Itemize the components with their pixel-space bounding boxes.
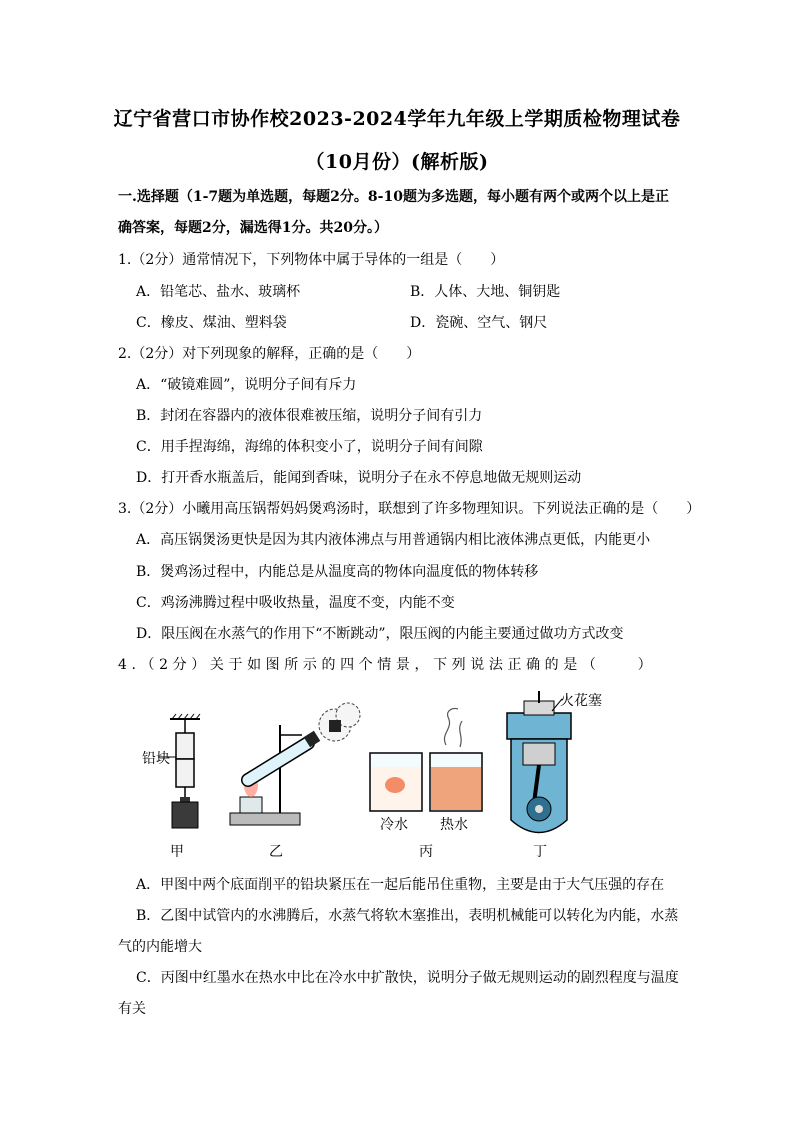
question-3-option-d: D．限压阀在水蒸气的作用下“不断跳动”，限压阀的内能主要通过做功方式改变 bbox=[136, 626, 624, 642]
label-cold-water: 冷水 bbox=[380, 817, 408, 833]
label-spark-plug: 火花塞 bbox=[560, 693, 602, 709]
question-4-figure bbox=[130, 685, 690, 860]
question-4-option-b: B．乙图中试管内的水沸腾后，水蒸气将软木塞推出，表明机械能可以转化为内能，水蒸 bbox=[136, 908, 679, 924]
label-figure-ding: 丁 bbox=[533, 844, 547, 860]
label-lead-block: 铅块 bbox=[142, 751, 170, 767]
question-1-option-d: D．瓷碗、空气、钢尺 bbox=[410, 315, 548, 331]
question-1-option-a: A．铅笔芯、盐水、玻璃杯 bbox=[136, 284, 301, 300]
question-3-stem: 3.（2分）小曦用高压锅帮妈妈煲鸡汤时，联想到了许多物理知识。下列说法正确的是（ ） bbox=[118, 501, 701, 517]
question-2-option-b: B．封闭在容器内的液体很难被压缩，说明分子间有引力 bbox=[136, 408, 483, 424]
question-2-option-a: A．“破镜难圆”，说明分子间有斥力 bbox=[136, 377, 357, 393]
question-4-stem: 4.（2分）关于如图所示的四个情景，下列说法正确的是（ ） bbox=[118, 657, 657, 673]
question-4-option-c-cont: 有关 bbox=[118, 1001, 146, 1017]
question-2-stem: 2.（2分）对下列现象的解释，正确的是（ ） bbox=[118, 346, 421, 362]
beakers-diagram bbox=[370, 708, 482, 811]
question-4-option-a: A．甲图中两个底面削平的铅块紧压在一起后能吊住重物，主要是由于大气压强的存在 bbox=[136, 877, 665, 893]
test-tube-diagram bbox=[230, 703, 360, 825]
question-3-option-a: A．高压锅煲汤更快是因为其内液体沸点与用普通锅内相比液体沸点更低，内能更小 bbox=[136, 532, 651, 548]
question-4-option-b-cont: 气的内能增大 bbox=[118, 939, 202, 955]
engine-diagram bbox=[507, 691, 571, 833]
question-1-option-c: C．橡皮、煤油、塑料袋 bbox=[136, 315, 287, 331]
question-2-option-c: C．用手捏海绵，海绵的体积变小了，说明分子间有间隙 bbox=[136, 439, 483, 455]
document-subtitle: （10月份）(解析版) bbox=[305, 151, 489, 173]
label-figure-bing: 丙 bbox=[419, 844, 433, 860]
lead-blocks-diagram bbox=[158, 714, 200, 828]
document-title: 辽宁省营口市协作校2023-2024学年九年级上学期质检物理试卷 bbox=[113, 108, 681, 130]
section-heading: 一.选择题（1-7题为单选题，每题2分。8-10题为多选题，每小题有两个或两个以上是正 bbox=[118, 189, 669, 205]
question-4-option-c: C．丙图中红墨水在热水中比在冷水中扩散快，说明分子做无规则运动的剧烈程度与温度 bbox=[136, 970, 679, 986]
label-figure-yi: 乙 bbox=[269, 844, 283, 860]
question-1-option-b: B．人体、大地、铜钥匙 bbox=[410, 284, 561, 300]
section-heading-cont: 确答案，每题2分，漏选得1分。共20分。） bbox=[118, 220, 388, 236]
question-3-option-c: C．鸡汤沸腾过程中吸收热量，温度不变，内能不变 bbox=[136, 595, 455, 611]
question-3-option-b: B．煲鸡汤过程中，内能总是从温度高的物体向温度低的物体转移 bbox=[136, 564, 539, 580]
label-hot-water: 热水 bbox=[440, 817, 468, 833]
label-figure-jia: 甲 bbox=[170, 844, 184, 860]
question-2-option-d: D．打开香水瓶盖后，能闻到香味，说明分子在永不停息地做无规则运动 bbox=[136, 470, 582, 486]
question-1-stem: 1.（2分）通常情况下，下列物体中属于导体的一组是（ ） bbox=[118, 252, 505, 268]
